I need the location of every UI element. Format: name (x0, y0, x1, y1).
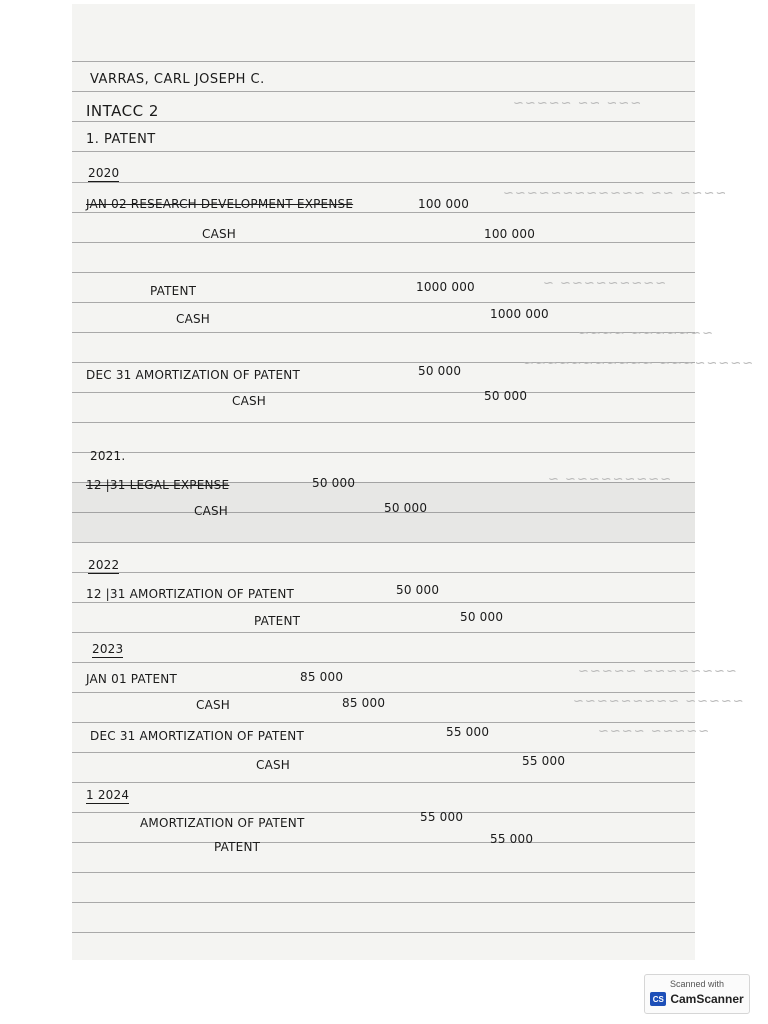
journal-entry-account: CASH (196, 698, 231, 712)
credit-amount: 55 000 (490, 832, 534, 846)
debit-amount: 50 000 (396, 583, 440, 597)
debit-amount: 50 000 (312, 476, 356, 490)
ruled-line (72, 632, 695, 633)
journal-entry-account: CASH (194, 504, 229, 518)
journal-entry-account: DEC 31 AMORTIZATION OF PATENT (86, 368, 300, 382)
student-name: VARRAS, CARL JOSEPH C. (90, 72, 265, 87)
bleed-through-mark: ~~~~~~~~~ ~ (542, 276, 667, 291)
debit-amount: 85 000 (300, 670, 344, 684)
journal-entry-account: AMORTIZATION OF PATENT (140, 816, 305, 830)
ruled-line (72, 872, 695, 873)
journal-entry-account: PATENT (150, 284, 197, 298)
bleed-through-mark: ~~~~~ ~~~~~~~~~ (572, 694, 744, 709)
credit-amount: 50 000 (384, 501, 428, 515)
bleed-through-mark: ~~~~~~~~~ ~ (547, 472, 672, 487)
journal-entry-account: PATENT (214, 840, 261, 854)
ruled-line (72, 602, 695, 603)
ruled-line (72, 572, 695, 573)
credit-amount: 50 000 (484, 389, 528, 403)
ruled-line (72, 722, 695, 723)
ruled-line (72, 91, 695, 92)
debit-amount: 50 000 (418, 364, 462, 378)
ruled-line (72, 182, 695, 183)
ruled-line (72, 61, 695, 62)
bleed-through-mark: ~~~~~~~~ ~~~~~ (577, 664, 737, 679)
journal-entry-account: CASH (202, 227, 237, 241)
ruled-line (72, 542, 695, 543)
camscanner-brand (650, 992, 744, 1006)
bleed-through-mark: ~~~ ~~ ~~~~~ (512, 96, 642, 111)
year-label: 2023 (92, 642, 124, 656)
bleed-through-mark: ~~~~ ~~ ~~~~~~~~~~~~ (502, 186, 727, 201)
year-label: 2020 (88, 166, 120, 180)
year-label: 1 2024 (86, 788, 130, 802)
journal-entry-account: JAN 01 PATENT (86, 672, 177, 686)
journal-entry-account: CASH (176, 312, 211, 326)
ruled-line (72, 932, 695, 933)
credit-amount: 55 000 (522, 754, 566, 768)
ruled-line (72, 242, 695, 243)
journal-entry-account: DEC 31 AMORTIZATION OF PATENT (90, 729, 304, 743)
ruled-line (72, 782, 695, 783)
debit-amount: 100 000 (418, 197, 470, 211)
section-title: 1. PATENT (86, 132, 156, 147)
camscanner-name: CamScanner (670, 992, 744, 1006)
credit-amount: 50 000 (460, 610, 504, 624)
journal-entry-account: CASH (256, 758, 291, 772)
bleed-through-mark: ~~~~~~~ ~~~~ (577, 326, 713, 341)
journal-entry-account: 12 |31 AMORTIZATION OF PATENT (86, 587, 295, 601)
camscanner-watermark (644, 974, 750, 1014)
ruled-line (72, 151, 695, 152)
year-label: 2021. (90, 449, 126, 463)
ruled-line (72, 302, 695, 303)
camscanner-logo-icon: CS (650, 992, 666, 1006)
course-title: INTACC 2 (86, 102, 159, 120)
ruled-line (72, 752, 695, 753)
debit-amount: 1000 000 (416, 280, 475, 294)
bleed-through-mark: ~~~~~~~~ ~~~~~~~~~~~ (522, 356, 754, 371)
journal-entry-account: 12 |31 LEGAL EXPENSE (86, 478, 230, 492)
ruled-line (72, 812, 695, 813)
ruled-line (72, 121, 695, 122)
ruled-line (72, 692, 695, 693)
ruled-line (72, 452, 695, 453)
ruled-line (72, 392, 695, 393)
journal-entry-account: CASH (232, 394, 267, 408)
debit-amount: 55 000 (446, 725, 490, 739)
credit-amount: 1000 000 (490, 307, 549, 321)
ruled-line (72, 902, 695, 903)
year-label: 2022 (88, 558, 120, 572)
credit-amount: 100 000 (484, 227, 536, 241)
notebook-page (72, 4, 754, 960)
ruled-line (72, 212, 695, 213)
ruled-line (72, 272, 695, 273)
debit-amount: 55 000 (420, 810, 464, 824)
journal-entry-account: JAN 02 RESEARCH DEVELOPMENT EXPENSE (86, 197, 354, 211)
ruled-line (72, 842, 695, 843)
credit-amount: 85 000 (342, 696, 386, 710)
ruled-line (72, 662, 695, 663)
bleed-through-mark: ~~~~~ ~~~~ (597, 724, 710, 739)
scanned-with-label: Scanned with (669, 979, 725, 989)
journal-entry-account: PATENT (254, 614, 301, 628)
ruled-line (72, 422, 695, 423)
